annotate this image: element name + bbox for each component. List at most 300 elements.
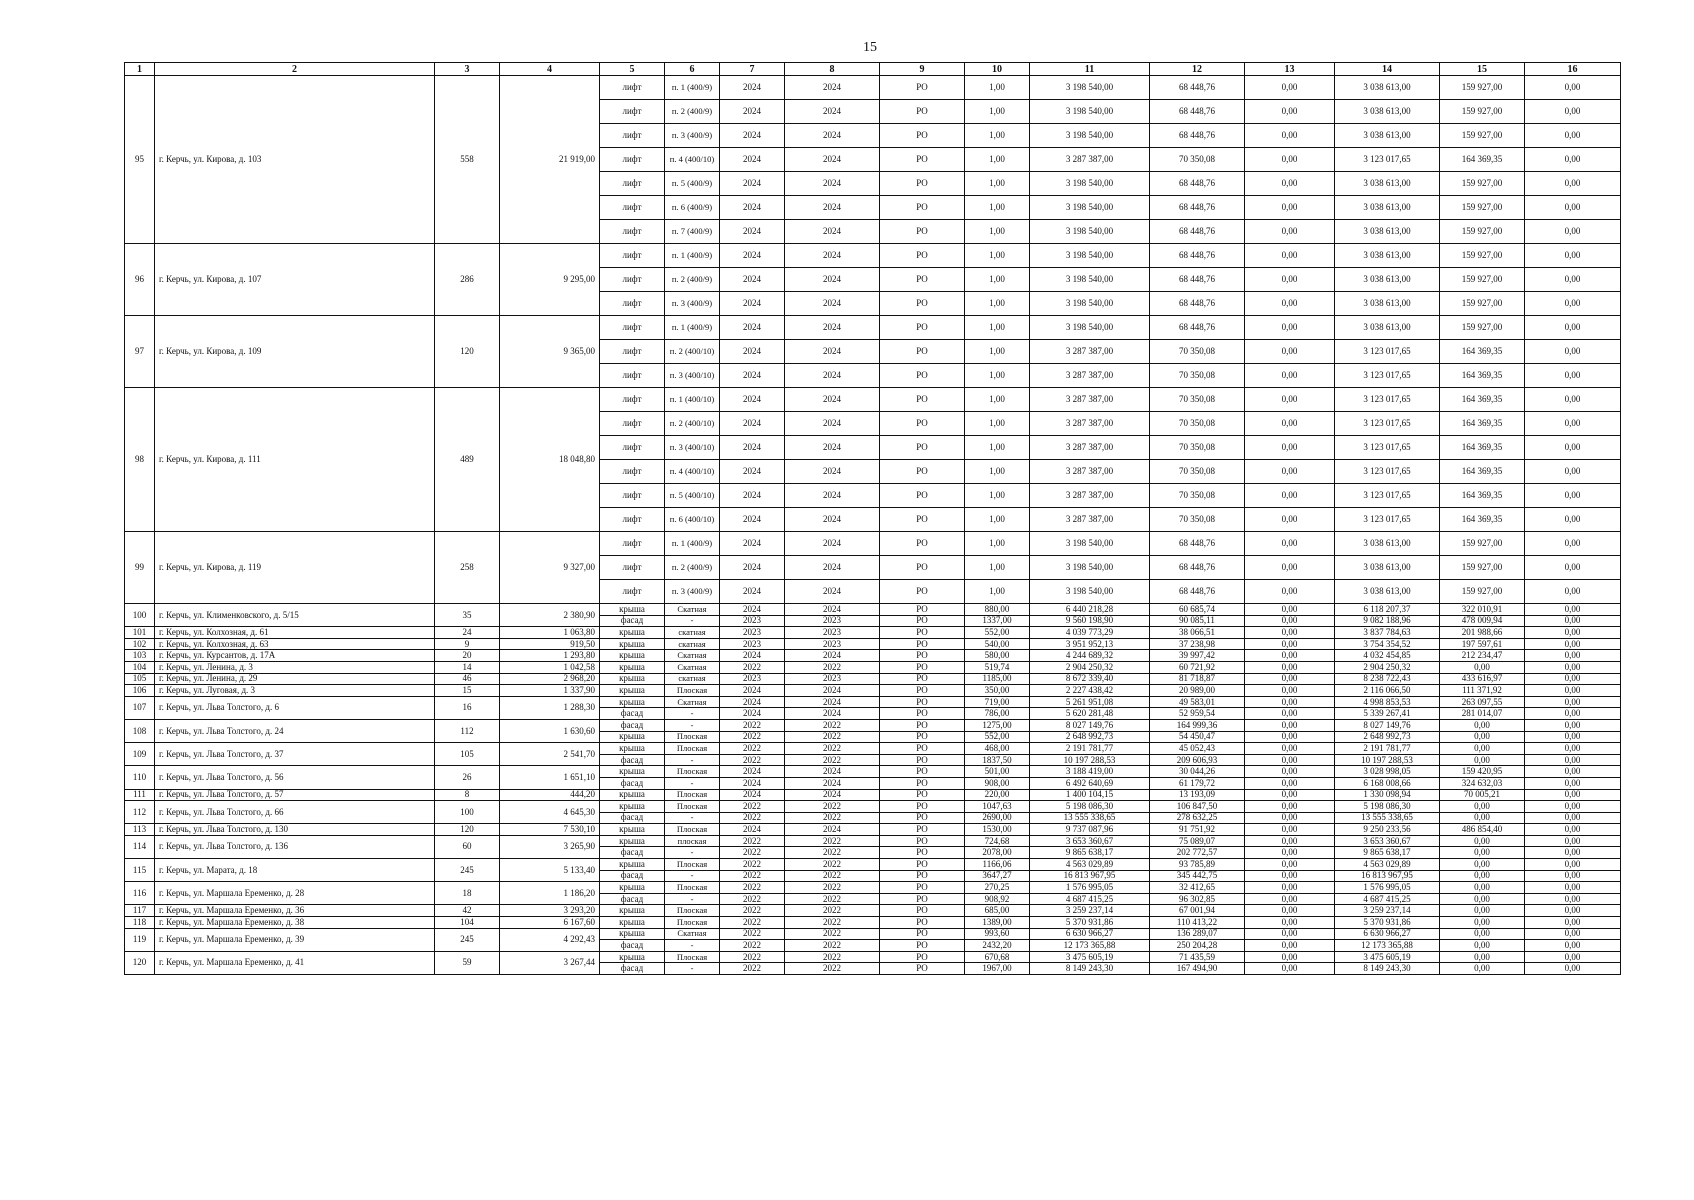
apartments-cell: 489 — [435, 388, 500, 532]
volume-cell: 719,00 — [965, 696, 1030, 708]
year-end-cell: 2023 — [785, 638, 880, 650]
year-start-cell: 2024 — [720, 244, 785, 268]
other-cell: 0,00 — [1525, 963, 1621, 975]
method-cell: РО — [880, 638, 965, 650]
table-row — [125, 824, 1621, 836]
column-header: 4 — [500, 63, 600, 76]
year-end-cell: 2022 — [785, 905, 880, 917]
owners-cell: 164 369,35 — [1440, 508, 1525, 532]
element-cell: крыша — [600, 650, 665, 662]
row-number-cell: 116 — [125, 882, 155, 905]
year-start-cell: 2024 — [720, 76, 785, 100]
year-start-cell: 2024 — [720, 777, 785, 789]
element-cell: крыша — [600, 801, 665, 813]
unit-cost-cell: 68 448,76 — [1150, 244, 1245, 268]
row-number-cell: 118 — [125, 917, 155, 929]
total-cost-cell: 3 287 387,00 — [1030, 148, 1150, 172]
year-end-cell: 2024 — [785, 789, 880, 801]
year-start-cell: 2022 — [720, 893, 785, 905]
year-start-cell: 2024 — [720, 268, 785, 292]
total-cost-cell: 8 027 149,76 — [1030, 719, 1150, 731]
method-cell: РО — [880, 604, 965, 616]
owners-cell: 164 369,35 — [1440, 436, 1525, 460]
volume-cell: 1,00 — [965, 412, 1030, 436]
volume-cell: 1047,63 — [965, 801, 1030, 813]
year-start-cell: 2022 — [720, 801, 785, 813]
federal-cell: 0,00 — [1245, 220, 1335, 244]
total-cost-cell: 3 475 605,19 — [1030, 951, 1150, 963]
year-end-cell: 2024 — [785, 532, 880, 556]
owners-cell: 0,00 — [1440, 847, 1525, 859]
table-row — [125, 719, 1621, 731]
type-cell: Плоская — [665, 766, 720, 778]
area-cell: 1 651,10 — [500, 766, 600, 789]
owners-cell: 324 632,03 — [1440, 777, 1525, 789]
apartments-cell: 104 — [435, 917, 500, 929]
address-cell: г. Керчь, ул. Кирова, д. 111 — [155, 388, 435, 532]
table-row — [125, 76, 1621, 100]
year-start-cell: 2022 — [720, 661, 785, 673]
method-cell: РО — [880, 650, 965, 662]
other-cell: 0,00 — [1525, 148, 1621, 172]
year-end-cell: 2024 — [785, 292, 880, 316]
owners-cell: 0,00 — [1440, 940, 1525, 952]
column-header: 14 — [1335, 63, 1440, 76]
year-end-cell: 2024 — [785, 388, 880, 412]
unit-cost-cell: 68 448,76 — [1150, 100, 1245, 124]
federal-cell: 0,00 — [1245, 412, 1335, 436]
fund-cell: 3 038 613,00 — [1335, 220, 1440, 244]
year-end-cell: 2024 — [785, 766, 880, 778]
apartments-cell: 245 — [435, 928, 500, 951]
element-cell: крыша — [600, 661, 665, 673]
other-cell: 0,00 — [1525, 615, 1621, 627]
owners-cell: 201 988,66 — [1440, 627, 1525, 639]
total-cost-cell: 5 198 086,30 — [1030, 801, 1150, 813]
area-cell: 5 133,40 — [500, 859, 600, 882]
element-cell: крыша — [600, 696, 665, 708]
method-cell: РО — [880, 917, 965, 929]
table-row — [125, 835, 1621, 847]
year-start-cell: 2024 — [720, 789, 785, 801]
total-cost-cell: 3 198 540,00 — [1030, 76, 1150, 100]
row-number-cell: 119 — [125, 928, 155, 951]
area-cell: 7 530,10 — [500, 824, 600, 836]
apartments-cell: 42 — [435, 905, 500, 917]
year-end-cell: 2024 — [785, 460, 880, 484]
type-cell: п. 4 (400/10) — [665, 148, 720, 172]
year-start-cell: 2022 — [720, 951, 785, 963]
row-number-cell: 113 — [125, 824, 155, 836]
year-end-cell: 2024 — [785, 685, 880, 697]
type-cell: п. 4 (400/10) — [665, 460, 720, 484]
row-number-cell: 106 — [125, 685, 155, 697]
other-cell: 0,00 — [1525, 940, 1621, 952]
row-number-cell: 104 — [125, 661, 155, 673]
federal-cell: 0,00 — [1245, 638, 1335, 650]
year-start-cell: 2024 — [720, 696, 785, 708]
unit-cost-cell: 67 001,94 — [1150, 905, 1245, 917]
fund-cell: 3 038 613,00 — [1335, 196, 1440, 220]
volume-cell: 1337,00 — [965, 615, 1030, 627]
volume-cell: 501,00 — [965, 766, 1030, 778]
address-cell: г. Керчь, ул. Курсантов, д. 17А — [155, 650, 435, 662]
apartments-cell: 20 — [435, 650, 500, 662]
total-cost-cell: 3 198 540,00 — [1030, 172, 1150, 196]
unit-cost-cell: 68 448,76 — [1150, 292, 1245, 316]
other-cell: 0,00 — [1525, 460, 1621, 484]
row-number-cell: 112 — [125, 801, 155, 824]
owners-cell: 197 597,61 — [1440, 638, 1525, 650]
apartments-cell: 105 — [435, 743, 500, 766]
fund-cell: 2 116 066,50 — [1335, 685, 1440, 697]
other-cell: 0,00 — [1525, 719, 1621, 731]
year-start-cell: 2024 — [720, 460, 785, 484]
element-cell: лифт — [600, 76, 665, 100]
owners-cell: 159 927,00 — [1440, 100, 1525, 124]
method-cell: РО — [880, 882, 965, 894]
method-cell: РО — [880, 508, 965, 532]
type-cell: п. 2 (400/9) — [665, 556, 720, 580]
apartments-cell: 16 — [435, 696, 500, 719]
column-header: 8 — [785, 63, 880, 76]
unit-cost-cell: 52 959,54 — [1150, 708, 1245, 720]
total-cost-cell: 9 560 198,90 — [1030, 615, 1150, 627]
column-header: 2 — [155, 63, 435, 76]
fund-cell: 3 123 017,65 — [1335, 388, 1440, 412]
total-cost-cell: 6 630 966,27 — [1030, 928, 1150, 940]
owners-cell: 70 005,21 — [1440, 789, 1525, 801]
table-row — [125, 244, 1621, 268]
other-cell: 0,00 — [1525, 604, 1621, 616]
total-cost-cell: 3 287 387,00 — [1030, 412, 1150, 436]
owners-cell: 0,00 — [1440, 917, 1525, 929]
area-cell: 4 645,30 — [500, 801, 600, 824]
area-cell: 1 186,20 — [500, 882, 600, 905]
type-cell: Скатная — [665, 661, 720, 673]
address-cell: г. Керчь, ул. Маршала Еременко, д. 39 — [155, 928, 435, 951]
owners-cell: 159 420,95 — [1440, 766, 1525, 778]
area-cell: 1 630,60 — [500, 719, 600, 742]
type-cell: п. 5 (400/9) — [665, 172, 720, 196]
table-row — [125, 685, 1621, 697]
year-end-cell: 2024 — [785, 696, 880, 708]
fund-cell: 1 576 995,05 — [1335, 882, 1440, 894]
area-cell: 1 337,90 — [500, 685, 600, 697]
fund-cell: 3 038 613,00 — [1335, 100, 1440, 124]
address-cell: г. Керчь, ул. Льва Толстого, д. 37 — [155, 743, 435, 766]
fund-cell: 3 038 613,00 — [1335, 580, 1440, 604]
unit-cost-cell: 54 450,47 — [1150, 731, 1245, 743]
volume-cell: 2432,20 — [965, 940, 1030, 952]
owners-cell: 164 369,35 — [1440, 460, 1525, 484]
owners-cell: 0,00 — [1440, 743, 1525, 755]
method-cell: РО — [880, 460, 965, 484]
element-cell: фасад — [600, 893, 665, 905]
type-cell: Скатная — [665, 928, 720, 940]
table-row — [125, 917, 1621, 929]
row-number-cell: 99 — [125, 532, 155, 604]
method-cell: РО — [880, 148, 965, 172]
unit-cost-cell: 164 999,36 — [1150, 719, 1245, 731]
year-start-cell: 2022 — [720, 847, 785, 859]
element-cell: лифт — [600, 508, 665, 532]
year-start-cell: 2024 — [720, 364, 785, 388]
unit-cost-cell: 345 442,75 — [1150, 870, 1245, 882]
other-cell: 0,00 — [1525, 364, 1621, 388]
year-end-cell: 2023 — [785, 627, 880, 639]
year-end-cell: 2023 — [785, 673, 880, 685]
unit-cost-cell: 70 350,08 — [1150, 412, 1245, 436]
federal-cell: 0,00 — [1245, 508, 1335, 532]
owners-cell: 0,00 — [1440, 928, 1525, 940]
year-end-cell: 2022 — [785, 731, 880, 743]
year-end-cell: 2024 — [785, 124, 880, 148]
volume-cell: 1,00 — [965, 340, 1030, 364]
element-cell: лифт — [600, 580, 665, 604]
method-cell: РО — [880, 615, 965, 627]
volume-cell: 2078,00 — [965, 847, 1030, 859]
table-row — [125, 789, 1621, 801]
method-cell: РО — [880, 777, 965, 789]
federal-cell: 0,00 — [1245, 172, 1335, 196]
year-start-cell: 2024 — [720, 766, 785, 778]
element-cell: лифт — [600, 340, 665, 364]
element-cell: фасад — [600, 940, 665, 952]
owners-cell: 159 927,00 — [1440, 268, 1525, 292]
other-cell: 0,00 — [1525, 638, 1621, 650]
volume-cell: 1,00 — [965, 196, 1030, 220]
year-end-cell: 2024 — [785, 556, 880, 580]
column-header: 13 — [1245, 63, 1335, 76]
type-cell: скатная — [665, 673, 720, 685]
year-end-cell: 2024 — [785, 340, 880, 364]
method-cell: РО — [880, 754, 965, 766]
federal-cell: 0,00 — [1245, 532, 1335, 556]
table-row — [125, 604, 1621, 616]
apartments-cell: 26 — [435, 766, 500, 789]
page-number: 15 — [863, 40, 877, 55]
owners-cell: 478 009,94 — [1440, 615, 1525, 627]
year-start-cell: 2023 — [720, 638, 785, 650]
table-row — [125, 859, 1621, 871]
total-cost-cell: 3 198 540,00 — [1030, 196, 1150, 220]
type-cell: Плоская — [665, 801, 720, 813]
row-number-cell: 120 — [125, 951, 155, 974]
method-cell: РО — [880, 268, 965, 292]
volume-cell: 1,00 — [965, 76, 1030, 100]
fund-cell: 5 339 267,41 — [1335, 708, 1440, 720]
volume-cell: 1,00 — [965, 100, 1030, 124]
federal-cell: 0,00 — [1245, 766, 1335, 778]
other-cell: 0,00 — [1525, 76, 1621, 100]
fund-cell: 3 038 613,00 — [1335, 556, 1440, 580]
area-cell: 6 167,60 — [500, 917, 600, 929]
fund-cell: 3 475 605,19 — [1335, 951, 1440, 963]
total-cost-cell: 2 227 438,42 — [1030, 685, 1150, 697]
total-cost-cell: 3 198 540,00 — [1030, 292, 1150, 316]
other-cell: 0,00 — [1525, 917, 1621, 929]
federal-cell: 0,00 — [1245, 388, 1335, 412]
other-cell: 0,00 — [1525, 685, 1621, 697]
owners-cell: 0,00 — [1440, 870, 1525, 882]
year-start-cell: 2024 — [720, 100, 785, 124]
fund-cell: 2 648 992,73 — [1335, 731, 1440, 743]
type-cell: п. 1 (400/9) — [665, 244, 720, 268]
method-cell: РО — [880, 905, 965, 917]
federal-cell: 0,00 — [1245, 812, 1335, 824]
year-start-cell: 2022 — [720, 905, 785, 917]
unit-cost-cell: 96 302,85 — [1150, 893, 1245, 905]
federal-cell: 0,00 — [1245, 316, 1335, 340]
other-cell: 0,00 — [1525, 532, 1621, 556]
method-cell: РО — [880, 364, 965, 388]
row-number-cell: 109 — [125, 743, 155, 766]
unit-cost-cell: 68 448,76 — [1150, 196, 1245, 220]
unit-cost-cell: 49 583,01 — [1150, 696, 1245, 708]
other-cell: 0,00 — [1525, 124, 1621, 148]
address-cell: г. Керчь, ул. Марата, д. 18 — [155, 859, 435, 882]
federal-cell: 0,00 — [1245, 460, 1335, 484]
method-cell: РО — [880, 940, 965, 952]
element-cell: лифт — [600, 556, 665, 580]
volume-cell: 1,00 — [965, 484, 1030, 508]
type-cell: п. 6 (400/9) — [665, 196, 720, 220]
unit-cost-cell: 32 412,65 — [1150, 882, 1245, 894]
unit-cost-cell: 20 989,00 — [1150, 685, 1245, 697]
volume-cell: 880,00 — [965, 604, 1030, 616]
type-cell: п. 3 (400/10) — [665, 364, 720, 388]
federal-cell: 0,00 — [1245, 673, 1335, 685]
method-cell: РО — [880, 743, 965, 755]
total-cost-cell: 3 198 540,00 — [1030, 532, 1150, 556]
year-end-cell: 2024 — [785, 76, 880, 100]
element-cell: крыша — [600, 905, 665, 917]
federal-cell: 0,00 — [1245, 364, 1335, 388]
address-cell: г. Керчь, ул. Маршала Еременко, д. 38 — [155, 917, 435, 929]
year-start-cell: 2024 — [720, 292, 785, 316]
total-cost-cell: 3 287 387,00 — [1030, 364, 1150, 388]
federal-cell: 0,00 — [1245, 777, 1335, 789]
volume-cell: 1185,00 — [965, 673, 1030, 685]
total-cost-cell: 5 620 281,48 — [1030, 708, 1150, 720]
year-start-cell: 2022 — [720, 928, 785, 940]
apartments-cell: 9 — [435, 638, 500, 650]
total-cost-cell: 4 244 689,32 — [1030, 650, 1150, 662]
type-cell: - — [665, 777, 720, 789]
federal-cell: 0,00 — [1245, 963, 1335, 975]
unit-cost-cell: 90 085,11 — [1150, 615, 1245, 627]
element-cell: крыша — [600, 824, 665, 836]
federal-cell: 0,00 — [1245, 148, 1335, 172]
total-cost-cell: 3 198 540,00 — [1030, 556, 1150, 580]
element-cell: фасад — [600, 615, 665, 627]
owners-cell: 159 927,00 — [1440, 556, 1525, 580]
federal-cell: 0,00 — [1245, 882, 1335, 894]
element-cell: лифт — [600, 460, 665, 484]
method-cell: РО — [880, 556, 965, 580]
unit-cost-cell: 30 044,26 — [1150, 766, 1245, 778]
address-cell: г. Керчь, ул. Кирова, д. 119 — [155, 532, 435, 604]
element-cell: фасад — [600, 847, 665, 859]
table-row — [125, 532, 1621, 556]
area-cell: 1 042,58 — [500, 661, 600, 673]
type-cell: п. 2 (400/9) — [665, 100, 720, 124]
table-row — [125, 316, 1621, 340]
volume-cell: 270,25 — [965, 882, 1030, 894]
method-cell: РО — [880, 789, 965, 801]
year-start-cell: 2022 — [720, 754, 785, 766]
total-cost-cell: 16 813 967,95 — [1030, 870, 1150, 882]
fund-cell: 9 865 638,17 — [1335, 847, 1440, 859]
area-cell: 1 293,80 — [500, 650, 600, 662]
unit-cost-cell: 68 448,76 — [1150, 172, 1245, 196]
year-end-cell: 2022 — [785, 963, 880, 975]
federal-cell: 0,00 — [1245, 436, 1335, 460]
element-cell: лифт — [600, 172, 665, 196]
row-number-cell: 114 — [125, 835, 155, 858]
type-cell: - — [665, 870, 720, 882]
total-cost-cell: 3 198 540,00 — [1030, 100, 1150, 124]
element-cell: крыша — [600, 638, 665, 650]
other-cell: 0,00 — [1525, 388, 1621, 412]
year-start-cell: 2024 — [720, 556, 785, 580]
type-cell: п. 3 (400/9) — [665, 292, 720, 316]
total-cost-cell: 3 198 540,00 — [1030, 316, 1150, 340]
owners-cell: 0,00 — [1440, 882, 1525, 894]
table-row — [125, 801, 1621, 813]
address-cell: г. Керчь, ул. Льва Толстого, д. 136 — [155, 835, 435, 858]
total-cost-cell: 3 259 237,14 — [1030, 905, 1150, 917]
fund-cell: 6 168 008,66 — [1335, 777, 1440, 789]
unit-cost-cell: 93 785,89 — [1150, 859, 1245, 871]
year-start-cell: 2024 — [720, 196, 785, 220]
unit-cost-cell: 70 350,08 — [1150, 340, 1245, 364]
fund-cell: 3 653 360,67 — [1335, 835, 1440, 847]
fund-cell: 3 754 354,52 — [1335, 638, 1440, 650]
federal-cell: 0,00 — [1245, 847, 1335, 859]
type-cell: Скатная — [665, 650, 720, 662]
type-cell: Плоская — [665, 951, 720, 963]
unit-cost-cell: 202 772,57 — [1150, 847, 1245, 859]
element-cell: крыша — [600, 917, 665, 929]
volume-cell: 350,00 — [965, 685, 1030, 697]
method-cell: РО — [880, 719, 965, 731]
other-cell: 0,00 — [1525, 801, 1621, 813]
apartments-cell: 24 — [435, 627, 500, 639]
type-cell: Плоская — [665, 882, 720, 894]
volume-cell: 1,00 — [965, 244, 1030, 268]
row-number-cell: 105 — [125, 673, 155, 685]
federal-cell: 0,00 — [1245, 743, 1335, 755]
year-end-cell: 2022 — [785, 754, 880, 766]
volume-cell: 908,00 — [965, 777, 1030, 789]
unit-cost-cell: 68 448,76 — [1150, 76, 1245, 100]
apartments-cell: 120 — [435, 824, 500, 836]
type-cell: п. 1 (400/9) — [665, 532, 720, 556]
federal-cell: 0,00 — [1245, 661, 1335, 673]
year-end-cell: 2024 — [785, 824, 880, 836]
unit-cost-cell: 209 606,93 — [1150, 754, 1245, 766]
total-cost-cell: 3 198 540,00 — [1030, 220, 1150, 244]
owners-cell: 159 927,00 — [1440, 172, 1525, 196]
year-start-cell: 2024 — [720, 708, 785, 720]
apartments-cell: 46 — [435, 673, 500, 685]
element-cell: лифт — [600, 436, 665, 460]
method-cell: РО — [880, 685, 965, 697]
element-cell: крыша — [600, 859, 665, 871]
total-cost-cell: 4 563 029,89 — [1030, 859, 1150, 871]
